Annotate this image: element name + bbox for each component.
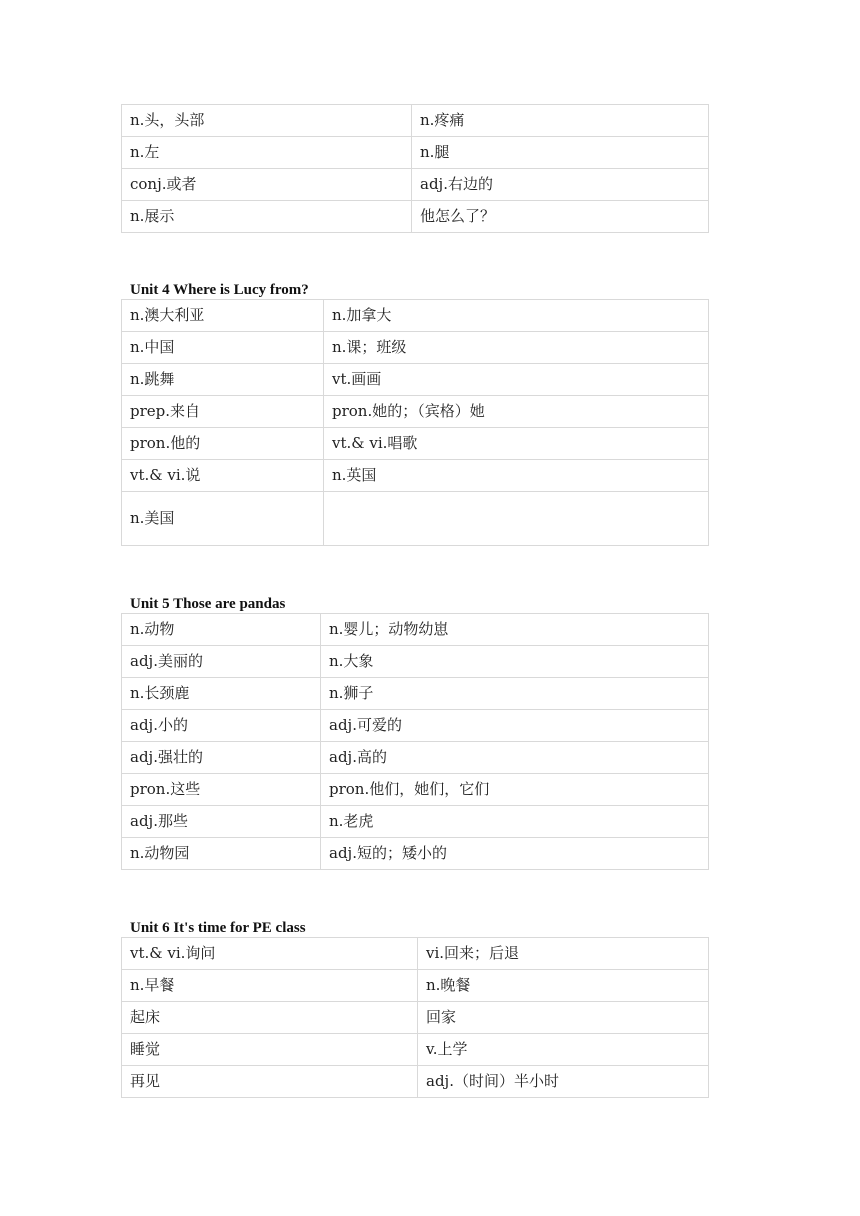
unit-5-section xyxy=(121,595,708,870)
table-row xyxy=(122,838,709,870)
table-cell: adj.右边的 xyxy=(412,169,709,201)
section-heading: Unit 5 Those are pandas xyxy=(130,596,286,612)
table-cell: n.美国 xyxy=(122,492,324,546)
table-row xyxy=(122,201,709,233)
table-cell: 他怎么了？ xyxy=(412,201,709,233)
table-cell: n.动物园 xyxy=(122,838,321,870)
vocab-table xyxy=(121,104,709,233)
table-cell: vi.回来；后退 xyxy=(418,938,709,970)
table-cell: n.老虎 xyxy=(321,806,709,838)
table-cell: adj.可爱的 xyxy=(321,710,709,742)
table-cell: adj.小的 xyxy=(122,710,321,742)
table-cell: n.澳大利亚 xyxy=(122,300,324,332)
table-row xyxy=(122,614,709,646)
table-row xyxy=(122,300,709,332)
table-row xyxy=(122,1034,709,1066)
vocab-table xyxy=(121,937,709,1098)
unit-6-section xyxy=(121,919,708,1098)
table-cell: 起床 xyxy=(122,1002,418,1034)
section-heading: Unit 4 Where is Lucy from? xyxy=(130,282,309,298)
table-cell: pron.这些 xyxy=(122,774,321,806)
table-cell: n.早餐 xyxy=(122,970,418,1002)
table-cell: conj.或者 xyxy=(122,169,412,201)
table-cell: n.狮子 xyxy=(321,678,709,710)
table-cell: n.左 xyxy=(122,137,412,169)
table-cell: 睡觉 xyxy=(122,1034,418,1066)
table-row xyxy=(122,806,709,838)
table-row xyxy=(122,742,709,774)
table-row xyxy=(122,646,709,678)
table-cell: vt.& vi.询问 xyxy=(122,938,418,970)
table-cell: n.跳舞 xyxy=(122,364,324,396)
table-cell: v.上学 xyxy=(418,1034,709,1066)
table-cell: n.大象 xyxy=(321,646,709,678)
table-cell: vt.画画 xyxy=(324,364,709,396)
table-cell: prep.来自 xyxy=(122,396,324,428)
table-cell: n.长颈鹿 xyxy=(122,678,321,710)
table-row xyxy=(122,428,709,460)
vocab-table-1 xyxy=(121,104,708,233)
table-row xyxy=(122,460,709,492)
table-row xyxy=(122,678,709,710)
table-row xyxy=(122,137,709,169)
table-cell: n.头，头部 xyxy=(122,105,412,137)
table-cell: pron.他们，她们，它们 xyxy=(321,774,709,806)
table-cell: pron.他的 xyxy=(122,428,324,460)
table-cell: n.疼痛 xyxy=(412,105,709,137)
table-row xyxy=(122,774,709,806)
table-cell-empty xyxy=(324,492,709,546)
table-row xyxy=(122,364,709,396)
table-cell: n.腿 xyxy=(412,137,709,169)
table-cell: adj.强壮的 xyxy=(122,742,321,774)
table-cell: adj.（时间）半小时 xyxy=(418,1066,709,1098)
table-cell: 再见 xyxy=(122,1066,418,1098)
table-row xyxy=(122,970,709,1002)
table-cell: n.晚餐 xyxy=(418,970,709,1002)
table-cell: adj.高的 xyxy=(321,742,709,774)
table-row xyxy=(122,492,709,546)
table-cell: 回家 xyxy=(418,1002,709,1034)
section-heading: Unit 6 It's time for PE class xyxy=(130,920,306,936)
vocab-table xyxy=(121,299,709,546)
unit-4-section xyxy=(121,281,708,546)
table-cell: n.英国 xyxy=(324,460,709,492)
table-cell: vt.& vi.唱歌 xyxy=(324,428,709,460)
table-row xyxy=(122,710,709,742)
table-row xyxy=(122,1002,709,1034)
table-row xyxy=(122,1066,709,1098)
table-cell: n.动物 xyxy=(122,614,321,646)
table-cell: adj.短的；矮小的 xyxy=(321,838,709,870)
table-row xyxy=(122,396,709,428)
table-cell: n.课；班级 xyxy=(324,332,709,364)
table-row xyxy=(122,332,709,364)
table-row xyxy=(122,105,709,137)
table-cell: vt.& vi.说 xyxy=(122,460,324,492)
table-cell: adj.那些 xyxy=(122,806,321,838)
table-cell: n.展示 xyxy=(122,201,412,233)
table-cell: n.加拿大 xyxy=(324,300,709,332)
table-cell: pron.她的；（宾格）她 xyxy=(324,396,709,428)
table-row xyxy=(122,169,709,201)
vocab-table xyxy=(121,613,709,870)
table-cell: adj.美丽的 xyxy=(122,646,321,678)
table-cell: n.中国 xyxy=(122,332,324,364)
table-cell: n.婴儿；动物幼崽 xyxy=(321,614,709,646)
table-row xyxy=(122,938,709,970)
